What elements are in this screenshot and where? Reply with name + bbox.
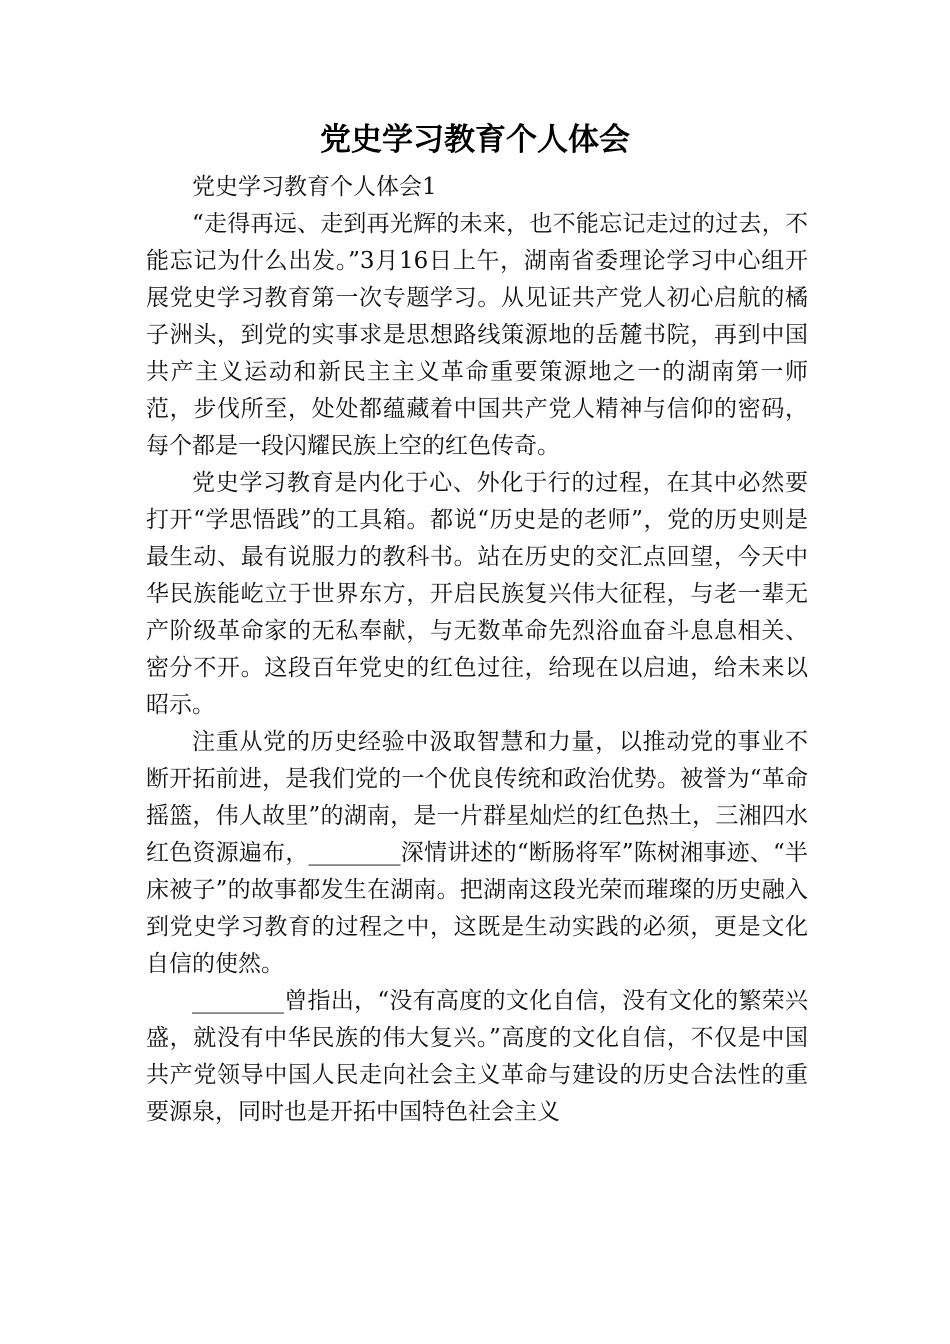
paragraph-2: 党史学习教育是内化于心、外化于行的过程，在其中必然要打开“学思悟践”的工具箱。都说“历史是的老师”，党的历史则是最生动、最有说服力的教科书。站在历史的交汇点回望，今天中华民族能屹立于世界东方，开启民族复兴伟大征程，与老一辈无产阶级革命家的无私奉献，与无数革命先烈浴血奋斗息息相关、密分不开。这段百年党史的红色过往，给现在以启迪，给未来以昭示。 (146, 470, 808, 718)
section-subheading: 党史学习教育个人体会1 (192, 174, 437, 200)
document-title: 党史学习教育个人体会 (320, 122, 630, 158)
paragraph-1: “走得再远、走到再光辉的未来，也不能忘记走过的过去，不能忘记为什么出发。”3月16日上午，湖南省委理论学习中心组开展党史学习教育第一次专题学习。从见证共产党人初心启航的橘子洲头，到党的实事求是思想路线策源地的岳麓书院，再到中国共产主义运动和新民主主义革命重要策源地之一的湖南第一师范，步伐所至，处处都蕴藏着中国共产党人精神与信仰的密码，每个都是一段闪耀民族上空的红色传奇。 (146, 211, 808, 459)
document-body (146, 169, 808, 1131)
paragraph-3: 注重从党的历史经验中汲取智慧和力量，以推动党的事业不断开拓前进，是我们党的一个优良传统和政治优势。被誉为“革命摇篮，伟人故里”的湖南，是一片群星灿烂的红色热土，三湘四水红色资源遍布，________深情讲述的“断肠将军”陈树湘事迹、“半床被子”的故事都发生在湖南。把湖南这段光荣而璀璨的历史融入到党史学习教育的过程之中，这既是生动实践的必须，更是文化自信的使然。 (146, 729, 808, 977)
paragraph-4: ________曾指出，“没有高度的文化自信，没有文化的繁荣兴盛，就没有中华民族的伟大复兴。”高度的文化自信，不仅是中国共产党领导中国人民走向社会主义革命与建设的历史合法性的重要源泉，同时也是开拓中国特色社会主义 (146, 988, 808, 1125)
